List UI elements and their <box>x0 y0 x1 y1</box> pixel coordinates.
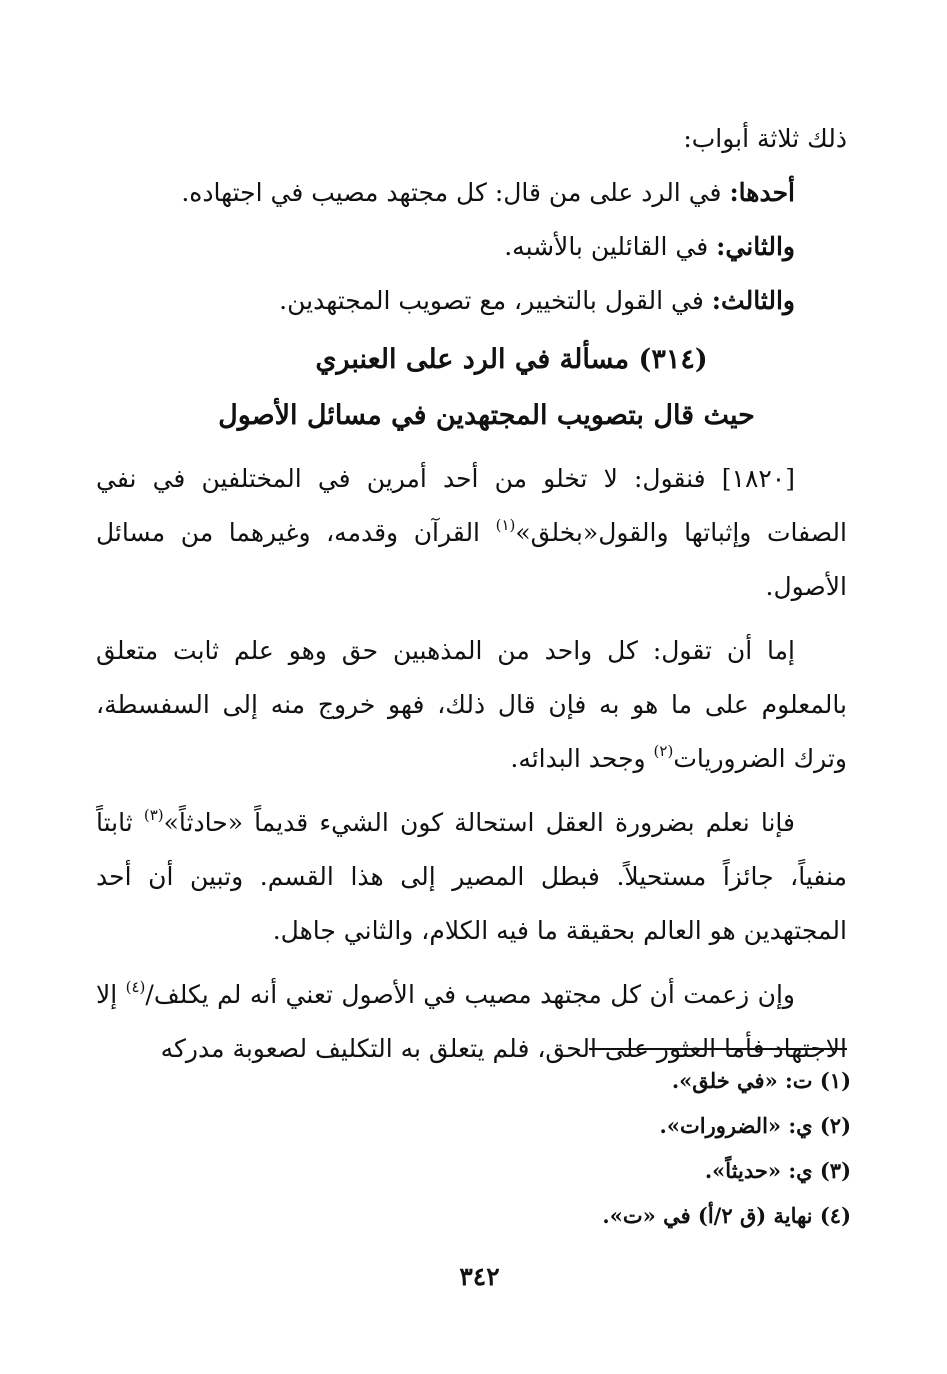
item-lead: والثالث: <box>711 286 795 315</box>
paragraph-text: وجحد البدائه. <box>510 744 654 773</box>
footnote-separator <box>589 1048 847 1050</box>
section-subheading: حيث قال بتصويب المجتهدين في مسائل الأصول <box>218 400 755 431</box>
paragraph-text: إما أن تقول: كل واحد من المذهبين حق وهو علم ثابت متعلق بالمعلوم على ما هو به فإن قال ذلك، فهو خروج منه إلى السفسطة، وترك الضروريات <box>96 636 847 773</box>
footnote-ref: (٢) <box>653 741 674 760</box>
page-number: ٣٤٢ <box>459 1262 500 1291</box>
footnote-number: (٤) <box>819 1203 851 1228</box>
footnote-ref: (٣) <box>143 805 164 824</box>
item-lead: والثاني: <box>716 232 795 261</box>
footnote-item <box>602 1148 851 1193</box>
footnote-number: (٣) <box>819 1158 851 1183</box>
list-item-third <box>96 274 847 328</box>
footnote-text: ي: «حديثاً». <box>704 1158 813 1183</box>
footnote-text: ي: «الضرورات». <box>659 1113 813 1138</box>
paragraph-text: ثابتاً منفياً، جائزاً مستحيلاً. فبطل المصير إلى هذا القسم. وتبين أن أحد المجتهدين هو العالم بحقيقة ما فيه الكلام، والثاني جاهل. <box>96 808 847 945</box>
footnote-number: (٢) <box>819 1113 851 1138</box>
footnote-text: ت: «في خلق». <box>671 1068 813 1093</box>
item-lead: أحدها: <box>729 178 795 207</box>
paragraph-text: إلا الاجتهاد فأما العثور على الحق، فلم يتعلق به التكليف لصعوبة مدركه <box>96 980 847 1063</box>
item-text: في القول بالتخيير، مع تصويب المجتهدين. <box>279 286 712 315</box>
footnotes <box>602 1058 851 1238</box>
intro-line: ذلك ثلاثة أبواب: <box>683 124 847 153</box>
footnote-ref: (٤) <box>125 977 146 996</box>
paragraph-text: [١٨٢٠] فنقول: لا تخلو من أحد أمرين في المختلفين في نفي الصفات وإثباتها والقول«بخلق» <box>96 464 847 547</box>
paragraph-3 <box>96 796 847 958</box>
list-item-second <box>96 220 847 274</box>
footnote-item <box>602 1193 851 1238</box>
footnote-ref: (١) <box>495 515 516 534</box>
paragraph-text: فإنا نعلم بضرورة العقل استحالة كون الشيء قديماً «حادثاً» <box>163 808 795 837</box>
item-text: في القائلين بالأشبه. <box>504 232 717 261</box>
paragraph-text: وإن زعمت أن كل مجتهد مصيب في الأصول تعني أنه لم يكلف/ <box>145 980 795 1009</box>
section-heading: (٣١٤) مسألة في الرد على العنبري <box>315 344 708 375</box>
page-body <box>96 112 847 1082</box>
footnote-item <box>602 1103 851 1148</box>
paragraph-1 <box>96 452 847 614</box>
footnote-text: نهاية (ق ٢/أ) في «ت». <box>602 1203 813 1228</box>
footnote-item <box>602 1058 851 1103</box>
footnote-number: (١) <box>819 1068 851 1093</box>
paragraph-2 <box>96 624 847 786</box>
list-item-first <box>96 166 847 220</box>
paragraph-text: القرآن وقدمه، وغيرهما من مسائل الأصول. <box>96 518 847 601</box>
item-text: في الرد على من قال: كل مجتهد مصيب في اجتهاده. <box>181 178 730 207</box>
